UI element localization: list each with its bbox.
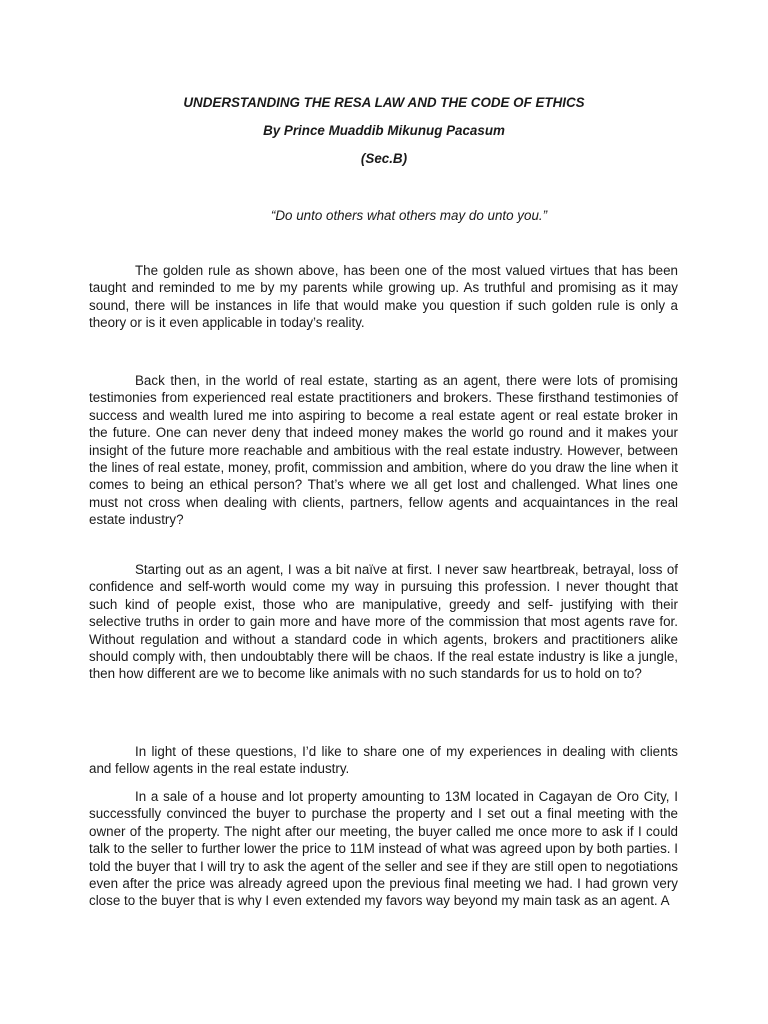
body-paragraph: In light of these questions, I’d like to share one of my experiences in dealing with clients and fellow agents in the real estate industry.: [89, 744, 678, 777]
body-paragraph: Starting out as an agent, I was a bit naïve at first. I never saw heartbreak, betrayal, loss of confidence and self-worth would come my way in pursuing this profession. I never thought that such kind of people exist, those who are manipulative, greedy and self- justifying with their selective truths in order to gain more and have more of the commission that most agents rave for. Without regulation and without a standard code in which agents, brokers and practitioners alike should comply with, then undoubtably there will be chaos. If the real estate industry is like a jungle, then how different are we to become like animals with no such standards for us to hold on to?: [89, 562, 678, 682]
epigraph-quote: “Do unto others what others may do unto you.”: [270, 208, 548, 223]
body-paragraph: The golden rule as shown above, has been one of the most valued virtues that has been taught and reminded to me by my parents while growing up. As truthful and promising as it may sound, there will be instances in life that would make you question if such golden rule is only a theory or is it even applicable in today’s reality.: [89, 263, 678, 331]
document-title: UNDERSTANDING THE RESA LAW AND THE CODE OF ETHICS: [183, 95, 585, 110]
author-line: By Prince Muaddib Mikunug Pacasum: [263, 123, 505, 138]
body-paragraph: In a sale of a house and lot property amounting to 13M located in Cagayan de Oro City, I successfully convinced the buyer to purchase the property and I set out a final meeting with the owner of the property. The night after our meeting, the buyer called me once more to ask if I could talk to the seller to further lower the price to 11M instead of what was agreed upon by both parties. I told the buyer that I will try to ask the agent of the seller and see if they are still open to negotiations even after the price was already agreed upon the previous final meeting we had. I had grown very close to the buyer that is why I even extended my favors way beyond my main task as an agent. A: [89, 789, 678, 909]
body-paragraph: Back then, in the world of real estate, starting as an agent, there were lots of promising testimonies from experienced real estate practitioners and brokers. These firsthand testimonies of success and wealth lured me into aspiring to become a real estate agent or real estate broker in the future. One can never deny that indeed money makes the world go round and it makes your insight of the future more reachable and ambitious with the real estate industry. However, between the lines of real estate, money, profit, commission and ambition, where do you draw the line when it comes to being an ethical person? That’s where we all get lost and challenged. What lines one must not cross when dealing with clients, partners, fellow agents and acquaintances in the real estate industry?: [89, 373, 678, 528]
section-label: (Sec.B): [360, 151, 408, 166]
